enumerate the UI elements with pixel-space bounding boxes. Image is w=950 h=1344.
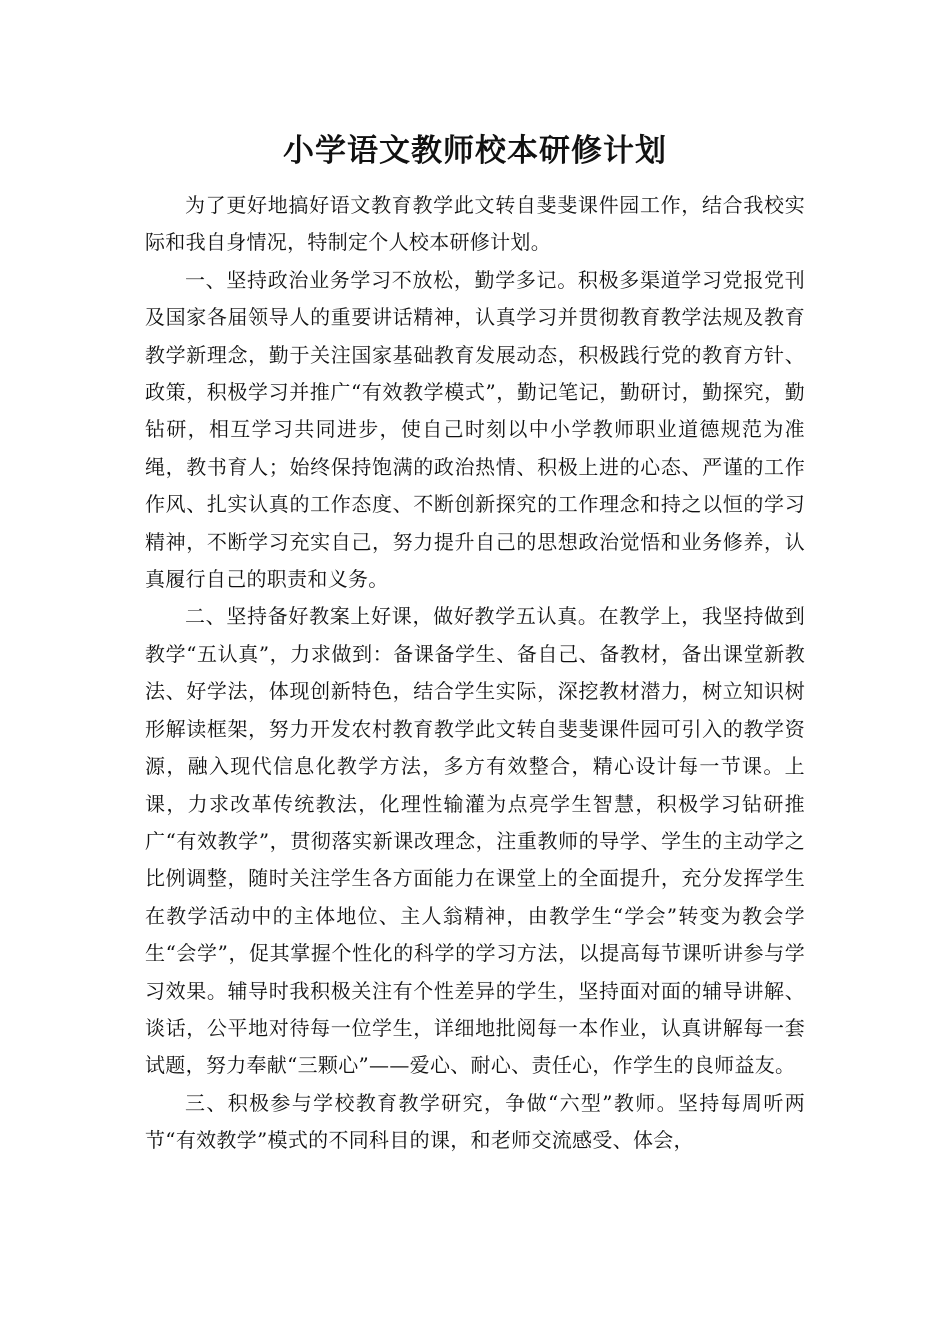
section-three-paragraph: 三、积极参与学校教育教学研究，争做“六型”教师。坚持每周听两节“有效教学”模式的不同科目的课，和老师交流感受、体会， [145, 1090, 805, 1153]
document-body [145, 187, 805, 1160]
document-title: 小学语文教师校本研修计划 [283, 133, 667, 169]
intro-paragraph: 为了更好地搞好语文教育教学此文转自斐斐课件园工作，结合我校实际和我自身情况，特制定个人校本研修计划。 [145, 193, 805, 255]
section-two-paragraph: 二、坚持备好教案上好课，做好教学五认真。在教学上，我坚持做到教学“五认真”，力求做到：备课备学生、备自己、备教材，备出课堂新教法、好学法，体现创新特色，结合学生实际，深挖教材潜力，树立知识树形解读框架，努力开发农村教育教学此文转自斐斐课件园可引入的教学资源，融入现代信息化教学方法，多方有效整合，精心设计每一节课。上课，力求改革传统教法，化理性输灌为点亮学生智慧，积极学习钻研推广“有效教学”，贯彻落实新课改理念，注重教师的导学、学生的主动学之比例调整，随时关注学生各方面能力在课堂上的全面提升，充分发挥学生在教学活动中的主体地位、主人翁精神，由教学生“学会”转变为教会学生“会学”，促其掌握个性化的科学的学习方法，以提高每节课听讲参与学习效果。辅导时我积极关注有个性差异的学生，坚持面对面的辅导讲解、谈话，公平地对待每一位学生，详细地批阅每一本作业，认真讲解每一套试题，努力奉献“三颗心”——爱心、耐心、责任心，作学生的良师益友。 [145, 604, 805, 1078]
section-one-paragraph: 一、坚持政治业务学习不放松，勤学多记。积极多渠道学习党报党刊及国家各届领导人的重要讲话精神，认真学习并贯彻教育教学法规及教育教学新理念，勤于关注国家基础教育发展动态，积极践行党的教育方针、政策，积极学习并推广“有效教学模式”，勤记笔记，勤研讨，勤探究，勤钻研，相互学习共同进步，使自己时刻以中小学教师职业道德规范为准绳，教书育人；始终保持饱满的政治热情、积极上进的心态、严谨的工作作风、扎实认真的工作态度、不断创新探究的工作理念和持之以恒的学习精神，不断学习充实自己，努力提升自己的思想政治觉悟和业务修养，认真履行自己的职责和义务。 [145, 267, 805, 592]
